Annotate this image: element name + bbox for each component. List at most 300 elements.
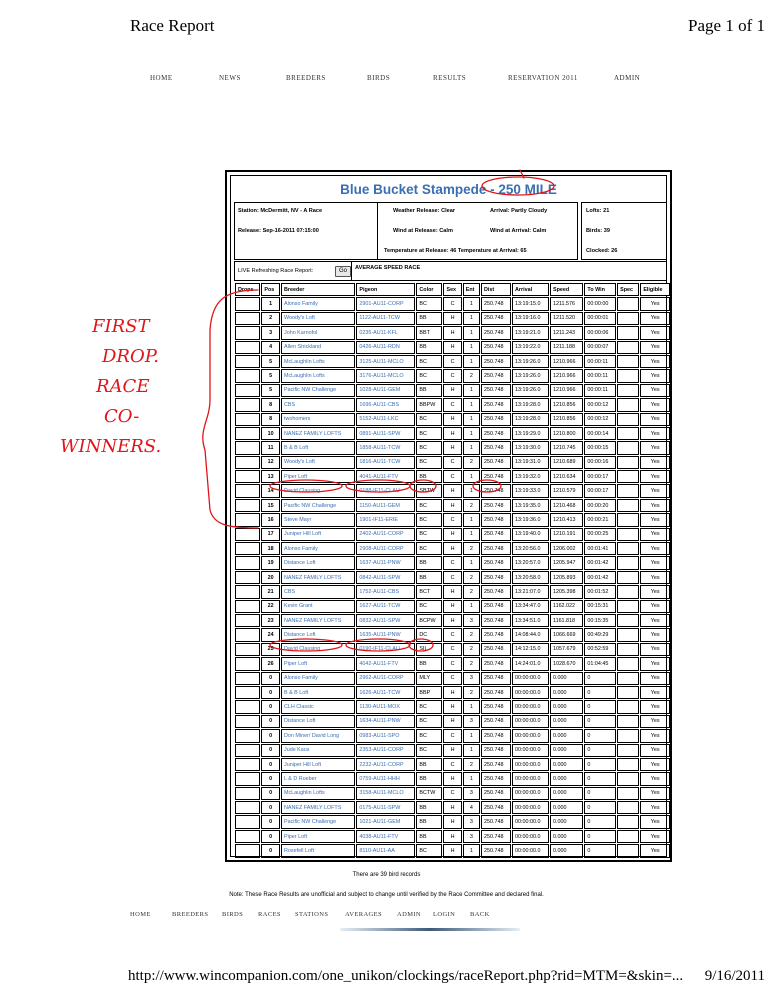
cell-to-win: 00:00:12	[584, 398, 616, 411]
cell-breeder[interactable]: Piper Loft	[281, 470, 355, 483]
cell-drops	[235, 484, 260, 497]
top-nav-home[interactable]: HOME	[150, 74, 173, 82]
col-color: Color	[416, 283, 442, 296]
cell-breeder[interactable]: CBS	[281, 585, 355, 598]
cell-speed: 0.000	[550, 787, 583, 800]
cell-color: BC	[416, 700, 442, 713]
cell-pos: 10	[261, 427, 280, 440]
cell-to-win: 00:00:11	[584, 355, 616, 368]
cell-eligible: Yes	[640, 744, 670, 757]
cell-arrival: 13:19:33.0	[512, 484, 549, 497]
cell-speed: 1211.576	[550, 297, 583, 310]
top-nav-news[interactable]: NEWS	[219, 74, 241, 82]
cell-color: BB	[416, 830, 442, 843]
cell-spec	[617, 830, 639, 843]
cell-drops	[235, 513, 260, 526]
cell-eligible: Yes	[640, 369, 670, 382]
cell-ent: 2	[463, 643, 480, 656]
table-row	[235, 484, 670, 497]
cell-breeder[interactable]: Alonso Family	[281, 542, 355, 555]
cell-dist: 250.748	[481, 341, 511, 354]
cell-to-win: 0	[584, 686, 616, 699]
cell-spec	[617, 815, 639, 828]
cell-arrival: 13:34:47.0	[512, 600, 549, 613]
cell-eligible: Yes	[640, 715, 670, 728]
cell-spec	[617, 484, 639, 497]
cell-to-win: 0	[584, 801, 616, 814]
cell-pos: 0	[261, 729, 280, 742]
bottom-nav-birds[interactable]: BIRDS	[222, 911, 244, 918]
cell-sex: H	[443, 801, 461, 814]
cell-dist: 250.748	[481, 585, 511, 598]
cell-pos: 25	[261, 643, 280, 656]
cell-breeder[interactable]: Piper Loft	[281, 657, 355, 670]
col-to-win: To Win	[584, 283, 616, 296]
cell-breeder[interactable]: Juniper Hill Loft	[281, 528, 355, 541]
race-report-inner	[230, 175, 667, 857]
cell-drops	[235, 830, 260, 843]
cell-pigeon[interactable]: 2353-AU11-CORP	[356, 744, 415, 757]
cell-ent: 1	[463, 744, 480, 757]
cell-eligible: Yes	[640, 657, 670, 670]
cell-dist: 250.748	[481, 657, 511, 670]
cell-ent: 2	[463, 686, 480, 699]
cell-breeder[interactable]: McLaughlin Lofts	[281, 787, 355, 800]
cell-pigeon[interactable]: 1858-AU11-TCW	[356, 441, 415, 454]
cell-sex: C	[443, 398, 461, 411]
cell-pos: 0	[261, 715, 280, 728]
cell-ent: 1	[463, 700, 480, 713]
note-line-2: DROP.	[102, 346, 159, 367]
cell-to-win: 00:00:01	[584, 312, 616, 325]
cell-pos: 20	[261, 571, 280, 584]
cell-pigeon[interactable]: 1626-AU11-TCW	[356, 686, 415, 699]
cell-to-win: 01:04:45	[584, 657, 616, 670]
disclaimer-note: Note: These Race Results are unofficial and subject to change until verified by the Race Committee and declared final.	[229, 892, 544, 898]
cell-breeder[interactable]: L & D Rueber	[281, 772, 355, 785]
cell-breeder[interactable]: McLaughlin Lofts	[281, 369, 355, 382]
counts-cell	[581, 202, 667, 260]
cell-pigeon[interactable]: 0983-AU11-SPO	[356, 729, 415, 742]
cell-drops	[235, 744, 260, 757]
cell-drops	[235, 441, 260, 454]
cell-pigeon[interactable]: 2962-AU11-CORP	[356, 672, 415, 685]
top-nav-results[interactable]: RESULTS	[433, 74, 467, 82]
table-row	[235, 758, 670, 771]
cell-drops	[235, 844, 260, 857]
cell-ent: 1	[463, 556, 480, 569]
cell-ent: 3	[463, 672, 480, 685]
cell-sex: H	[443, 384, 461, 397]
cell-drops	[235, 312, 260, 325]
record-count: There are 39 bird records	[352, 872, 421, 878]
cell-arrival: 13:19:29.0	[512, 427, 549, 440]
cell-speed: 1066.669	[550, 628, 583, 641]
cell-pigeon[interactable]: 1752-AU11-CBS	[356, 585, 415, 598]
cell-sex: C	[443, 556, 461, 569]
cell-pigeon[interactable]: 4038-AU11-FTV	[356, 830, 415, 843]
cell-pigeon[interactable]: 1696-AU11-CBS	[356, 398, 415, 411]
cell-pigeon[interactable]: 1634-AU11-PNW	[356, 715, 415, 728]
cell-color: BC	[416, 528, 442, 541]
cell-color: BC	[416, 441, 442, 454]
bottom-nav-admin[interactable]: ADMIN	[397, 911, 422, 918]
cell-eligible: Yes	[640, 585, 670, 598]
table-row	[235, 571, 670, 584]
cell-pigeon[interactable]: 3125-AU11-MCLO	[356, 355, 415, 368]
cell-to-win: 00:00:11	[584, 369, 616, 382]
cell-ent: 1	[463, 326, 480, 339]
cell-sex: H	[443, 499, 461, 512]
cell-color: BC	[416, 369, 442, 382]
cell-speed: 1211.188	[550, 341, 583, 354]
cell-speed: 1205.893	[550, 571, 583, 584]
cell-sex: C	[443, 513, 461, 526]
cell-sex: H	[443, 715, 461, 728]
cell-to-win: 0	[584, 758, 616, 771]
cell-ent: 1	[463, 470, 480, 483]
cell-to-win: 0	[584, 787, 616, 800]
cell-breeder[interactable]: McLaughlin Lofts	[281, 355, 355, 368]
cell-ent: 1	[463, 312, 480, 325]
cell-pigeon[interactable]: 1028-AU11-GEM	[356, 384, 415, 397]
cell-ent: 2	[463, 542, 480, 555]
cell-speed: 1210.966	[550, 369, 583, 382]
cell-color: BC	[416, 844, 442, 857]
cell-spec	[617, 787, 639, 800]
cell-breeder[interactable]: NANEZ FAMILY LOFTS	[281, 614, 355, 627]
cell-arrival: 13:19:15.0	[512, 297, 549, 310]
cell-drops	[235, 772, 260, 785]
cell-breeder[interactable]: Piper Loft	[281, 830, 355, 843]
cell-spec	[617, 556, 639, 569]
cell-speed: 1211.243	[550, 326, 583, 339]
table-row	[235, 369, 670, 382]
cell-spec	[617, 628, 639, 641]
cell-sex: C	[443, 729, 461, 742]
cell-sex: H	[443, 614, 461, 627]
cell-breeder[interactable]: David Clausing	[281, 643, 355, 656]
bottom-nav-login[interactable]: LOGIN	[433, 911, 456, 918]
cell-spec	[617, 758, 639, 771]
cell-color: BC	[416, 715, 442, 728]
bottom-nav-races[interactable]: RACES	[258, 911, 281, 918]
cell-eligible: Yes	[640, 326, 670, 339]
cell-pigeon[interactable]: 3176-AU11-MCLO	[356, 369, 415, 382]
cell-color: SIL	[416, 643, 442, 656]
cell-pigeon[interactable]: 0188-IF11-CLAU	[356, 484, 415, 497]
cell-speed: 0.000	[550, 844, 583, 857]
cell-arrival: 14:24:01.0	[512, 657, 549, 670]
cell-breeder[interactable]: B & B Loft	[281, 686, 355, 699]
cell-breeder[interactable]: CLH Classic	[281, 700, 355, 713]
cell-breeder[interactable]: Pacific NW Challenge	[281, 815, 355, 828]
note-line-4: CO-	[104, 406, 140, 427]
cell-sex: H	[443, 686, 461, 699]
table-row	[235, 456, 670, 469]
cell-pigeon[interactable]: 3158-AU11-MCLO	[356, 787, 415, 800]
cell-breeder[interactable]: NANEZ FAMILY LOFTS	[281, 427, 355, 440]
cell-pigeon[interactable]: 0891-AU11-SPW	[356, 427, 415, 440]
cell-breeder[interactable]: David Clausing	[281, 484, 355, 497]
cell-spec	[617, 643, 639, 656]
cell-pigeon[interactable]: 8110-AU11-AA	[356, 844, 415, 857]
cell-pigeon[interactable]: 1635-AU11-PNW	[356, 628, 415, 641]
cell-speed: 1162.022	[550, 600, 583, 613]
note-line-5: WINNERS.	[60, 436, 162, 457]
cell-pos: 0	[261, 787, 280, 800]
cell-pos: 5	[261, 384, 280, 397]
cell-to-win: 0	[584, 715, 616, 728]
cell-breeder[interactable]: Distance Loft	[281, 628, 355, 641]
cell-ent: 3	[463, 830, 480, 843]
cell-arrival: 13:20:57.0	[512, 556, 549, 569]
cell-drops	[235, 643, 260, 656]
cell-pigeon[interactable]: 0175-AU11-SPW	[356, 801, 415, 814]
cell-arrival: 13:19:28.0	[512, 398, 549, 411]
cell-dist: 250.748	[481, 830, 511, 843]
cell-ent: 2	[463, 585, 480, 598]
go-button[interactable]: Go	[335, 266, 351, 277]
cell-sex: C	[443, 456, 461, 469]
station-text: Station: McDermitt, NV - A Race	[238, 208, 323, 214]
cell-speed: 1210.579	[550, 484, 583, 497]
cell-breeder[interactable]: Pacific NW Challenge	[281, 384, 355, 397]
cell-breeder[interactable]: CBS	[281, 398, 355, 411]
table-row	[235, 700, 670, 713]
cell-arrival: 13:19:16.0	[512, 312, 549, 325]
bottom-nav-breeders[interactable]: BREEDERS	[172, 911, 209, 918]
table-row	[235, 672, 670, 685]
cell-spec	[617, 657, 639, 670]
cell-eligible: Yes	[640, 758, 670, 771]
cell-pigeon[interactable]: 0832-AU11-SPW	[356, 614, 415, 627]
cell-pigeon[interactable]: 1130-AU11-MOX	[356, 700, 415, 713]
cell-breeder[interactable]: B & B Loft	[281, 441, 355, 454]
cell-pigeon[interactable]: 4042-AU11-FTV	[356, 657, 415, 670]
cell-pigeon[interactable]: 1901-IF11-ERIE	[356, 513, 415, 526]
cell-breeder[interactable]: Juniper Hill Loft	[281, 758, 355, 771]
cell-dist: 250.748	[481, 542, 511, 555]
cell-breeder[interactable]: Kevin Grant	[281, 600, 355, 613]
cell-eligible: Yes	[640, 787, 670, 800]
cell-dist: 250.748	[481, 326, 511, 339]
col-pos: Pos	[261, 283, 280, 296]
cell-to-win: 00:00:06	[584, 326, 616, 339]
cell-breeder[interactable]: Allen Strickland	[281, 341, 355, 354]
col-eligible: Eligible	[640, 283, 670, 296]
cell-dist: 250.748	[481, 499, 511, 512]
cell-pigeon[interactable]: 0190-IF11-CLAU	[356, 643, 415, 656]
cell-ent: 4	[463, 801, 480, 814]
cell-pos: 24	[261, 628, 280, 641]
top-nav-admin[interactable]: ADMIN	[614, 74, 641, 82]
cell-breeder[interactable]: Pacific NW Challenge	[281, 499, 355, 512]
cell-pigeon[interactable]: 1816-AU11-TCW	[356, 456, 415, 469]
cell-ent: 1	[463, 729, 480, 742]
top-nav-reservation[interactable]: RESERVATION 2011	[508, 74, 578, 82]
cell-eligible: Yes	[640, 470, 670, 483]
cell-drops	[235, 571, 260, 584]
cell-eligible: Yes	[640, 355, 670, 368]
cell-breeder[interactable]: NANEZ FAMILY LOFTS	[281, 571, 355, 584]
cell-dist: 250.748	[481, 556, 511, 569]
cell-speed: 1161.818	[550, 614, 583, 627]
cell-breeder[interactable]: Rosefell Loft	[281, 844, 355, 857]
cell-pigeon[interactable]: 1122-AU11-TCW	[356, 312, 415, 325]
table-row	[235, 513, 670, 526]
cell-eligible: Yes	[640, 341, 670, 354]
cell-arrival: 13:20:58.0	[512, 571, 549, 584]
cell-breeder[interactable]: Jude Kaus	[281, 744, 355, 757]
cell-breeder[interactable]: Alonso Family	[281, 672, 355, 685]
race-report-frame	[225, 170, 672, 862]
cell-pigeon[interactable]: 2232-AU11-CORP	[356, 758, 415, 771]
cell-sex: H	[443, 427, 461, 440]
cell-pigeon[interactable]: 2901-AU11-CORP	[356, 297, 415, 310]
cell-pigeon[interactable]: 0235-AU11-KFL	[356, 326, 415, 339]
cell-color: BB	[416, 657, 442, 670]
cell-to-win: 00:00:25	[584, 528, 616, 541]
print-header-page: Page 1 of 1	[688, 16, 765, 35]
cell-breeder[interactable]: Woody's Loft	[281, 312, 355, 325]
cell-speed: 0.000	[550, 772, 583, 785]
top-nav-birds[interactable]: BIRDS	[367, 74, 391, 82]
cell-drops	[235, 297, 260, 310]
cell-spec	[617, 297, 639, 310]
table-row	[235, 787, 670, 800]
cell-pigeon[interactable]: 0842-AU11-SPW	[356, 571, 415, 584]
cell-dist: 250.748	[481, 672, 511, 685]
cell-to-win: 00:01:52	[584, 585, 616, 598]
table-row	[235, 600, 670, 613]
cell-drops	[235, 614, 260, 627]
bottom-nav-averages[interactable]: AVERAGES	[345, 911, 383, 918]
cell-pos: 0	[261, 700, 280, 713]
cell-ent: 2	[463, 571, 480, 584]
cell-color: BCT	[416, 585, 442, 598]
bottom-nav-back[interactable]: BACK	[470, 911, 490, 918]
cell-dist: 250.748	[481, 571, 511, 584]
cell-arrival: 00:00:00.0	[512, 801, 549, 814]
cell-pigeon[interactable]: 2908-AU11-CORP	[356, 542, 415, 555]
table-row	[235, 542, 670, 555]
cell-speed: 0.000	[550, 686, 583, 699]
cell-breeder[interactable]: Alonso Family	[281, 297, 355, 310]
cell-color: BC	[416, 600, 442, 613]
table-row	[235, 772, 670, 785]
cell-breeder[interactable]: Don Miner/ David Long	[281, 729, 355, 742]
cell-pos: 0	[261, 772, 280, 785]
cell-spec	[617, 384, 639, 397]
cell-ent: 2	[463, 369, 480, 382]
cell-pigeon[interactable]: 0759-AU11-HHH	[356, 772, 415, 785]
cell-dist: 250.748	[481, 600, 511, 613]
cell-speed: 0.000	[550, 715, 583, 728]
cell-pigeon[interactable]: 1627-AU11-TCW	[356, 600, 415, 613]
cell-color: BCTW	[416, 787, 442, 800]
cell-pigeon[interactable]: 2402-AU11-CORP	[356, 528, 415, 541]
cell-arrival: 13:19:21.0	[512, 326, 549, 339]
cell-speed: 1206.002	[550, 542, 583, 555]
cell-ent: 2	[463, 456, 480, 469]
cell-pos: 0	[261, 801, 280, 814]
table-row	[235, 341, 670, 354]
cell-dist: 250.748	[481, 456, 511, 469]
cell-pigeon[interactable]: 0426-AU11-RDN	[356, 341, 415, 354]
cell-arrival: 13:19:26.0	[512, 355, 549, 368]
clocked-count: Clocked: 26	[586, 248, 618, 254]
temperature-text: Temperature at Release: 46 Temperature at Arrival: 65	[384, 248, 527, 254]
cell-breeder[interactable]: NANEZ FAMILY LOFTS	[281, 801, 355, 814]
bottom-nav-home[interactable]: HOME	[130, 911, 151, 918]
cell-breeder[interactable]: Woody's Loft	[281, 456, 355, 469]
cell-eligible: Yes	[640, 614, 670, 627]
cell-color: BC	[416, 427, 442, 440]
cell-pos: 5	[261, 355, 280, 368]
cell-dist: 250.748	[481, 312, 511, 325]
cell-eligible: Yes	[640, 700, 670, 713]
cell-breeder[interactable]: Distance Loft	[281, 556, 355, 569]
cell-to-win: 00:52:59	[584, 643, 616, 656]
cell-drops	[235, 758, 260, 771]
cell-arrival: 00:00:00.0	[512, 744, 549, 757]
cell-arrival: 14:08:44.0	[512, 628, 549, 641]
cell-pos: 18	[261, 542, 280, 555]
cell-pigeon[interactable]: 1150-AU11-GEM	[356, 499, 415, 512]
cell-sex: H	[443, 744, 461, 757]
cell-pigeon[interactable]: 5152-AU11-LKC	[356, 413, 415, 426]
cell-dist: 250.748	[481, 628, 511, 641]
table-row	[235, 326, 670, 339]
cell-to-win: 00:00:07	[584, 341, 616, 354]
cell-breeder[interactable]: John Karnofol	[281, 326, 355, 339]
cell-color: BBPW	[416, 398, 442, 411]
table-row	[235, 744, 670, 757]
cell-dist: 250.748	[481, 787, 511, 800]
cell-to-win: 0	[584, 729, 616, 742]
cell-arrival: 13:19:26.0	[512, 384, 549, 397]
cell-breeder[interactable]: Steve Mayr	[281, 513, 355, 526]
cell-ent: 2	[463, 628, 480, 641]
cell-speed: 0.000	[550, 700, 583, 713]
wind-release-text: Wind at Release: Calm	[393, 228, 453, 234]
bottom-nav-stations[interactable]: STATIONS	[295, 911, 329, 918]
cell-pigeon[interactable]: 1021-AU11-GEM	[356, 815, 415, 828]
weather-arrival-text: Arrival: Partly Cloudy	[490, 208, 548, 214]
cell-breeder[interactable]: Distance Loft	[281, 715, 355, 728]
cell-color: BC	[416, 729, 442, 742]
cell-drops	[235, 700, 260, 713]
cell-pos: 15	[261, 499, 280, 512]
cell-color: BC	[416, 413, 442, 426]
cell-eligible: Yes	[640, 456, 670, 469]
cell-ent: 3	[463, 715, 480, 728]
cell-pos: 11	[261, 441, 280, 454]
cell-speed: 0.000	[550, 830, 583, 843]
cell-to-win: 00:15:31	[584, 600, 616, 613]
cell-pigeon[interactable]: 4041-AU11-FTV	[356, 470, 415, 483]
top-nav-breeders[interactable]: BREEDERS	[286, 74, 326, 82]
col-arrival: Arrival	[512, 283, 549, 296]
cell-sex: H	[443, 312, 461, 325]
cell-pigeon[interactable]: 1637-AU11-PNW	[356, 556, 415, 569]
cell-drops	[235, 585, 260, 598]
cell-ent: 1	[463, 398, 480, 411]
cell-breeder[interactable]: twohomers	[281, 413, 355, 426]
cell-sex: C	[443, 657, 461, 670]
cell-speed: 1028.670	[550, 657, 583, 670]
